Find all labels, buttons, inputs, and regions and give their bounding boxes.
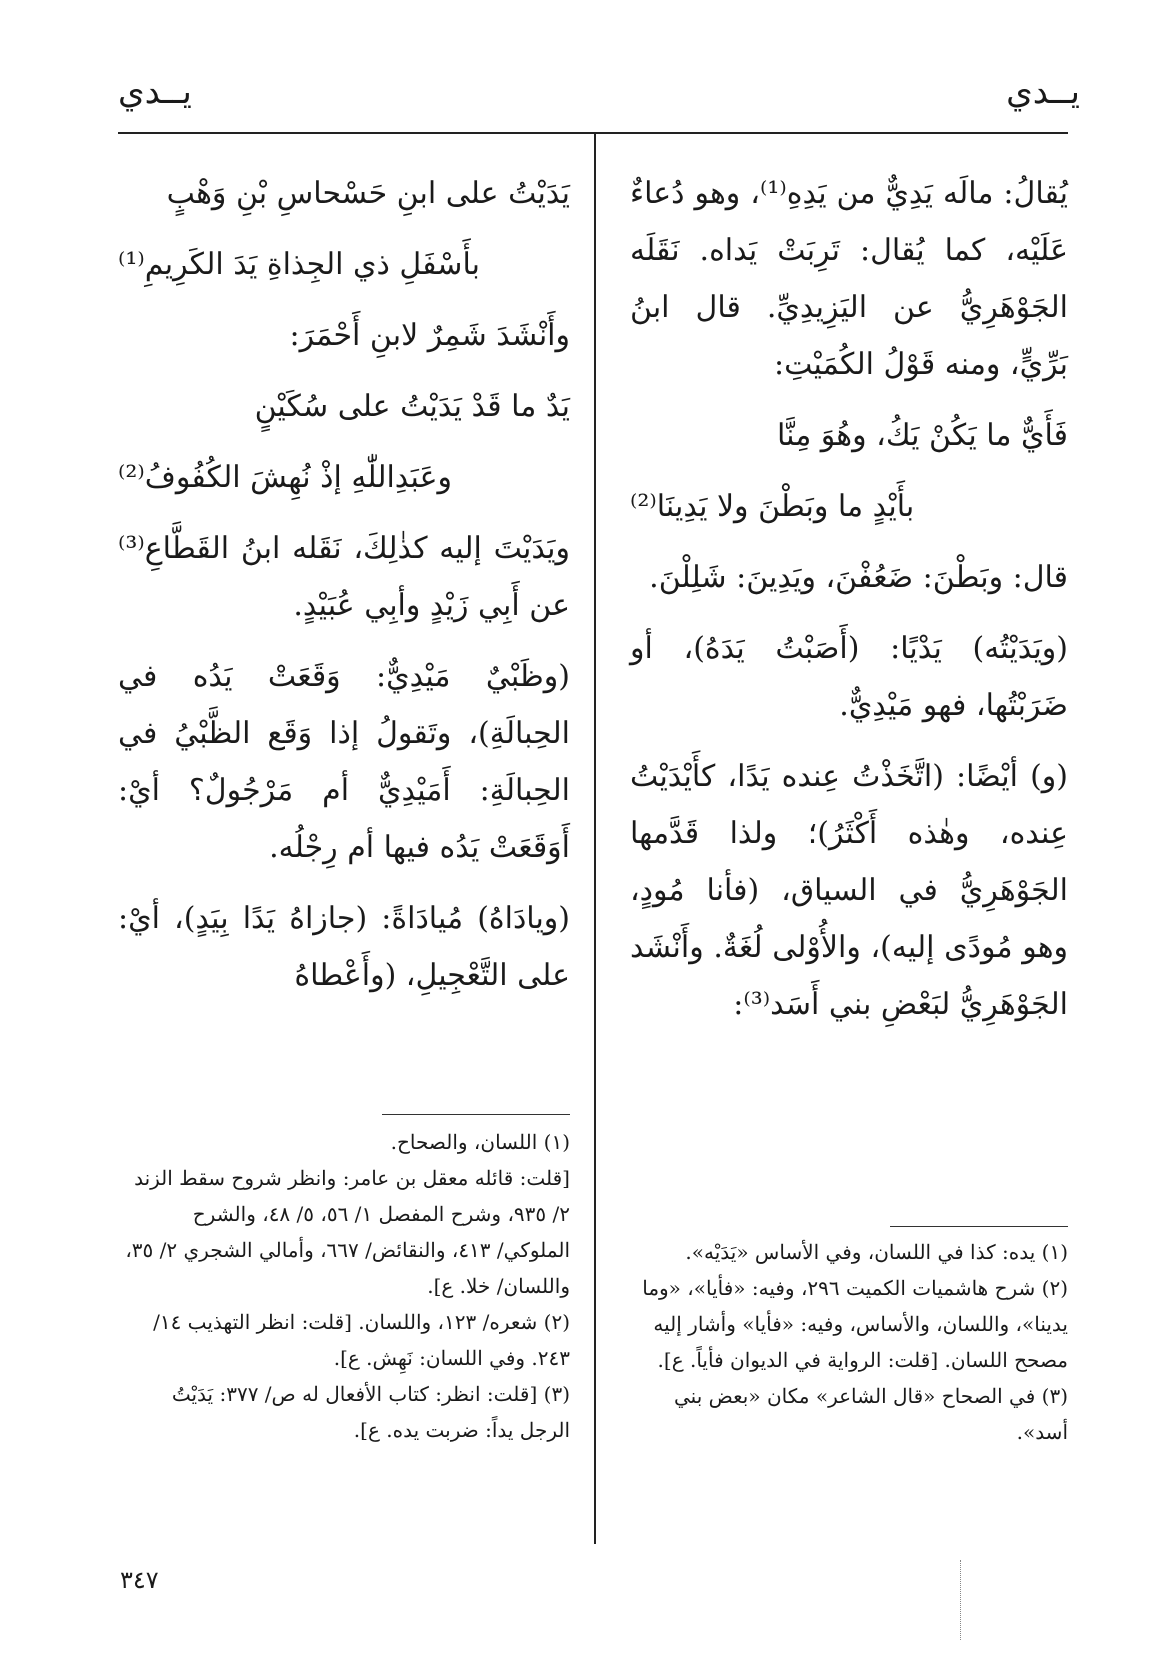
footnote-rule-left	[382, 1114, 570, 1115]
footnote: (٣) [قلت: انظر: كتاب الأفعال له ص/ ٣٧٧: يَدَيْتُ الرجل يداً: ضربت يده. ع].	[171, 1382, 570, 1442]
paragraph: قال: وبَطْنَ: ضَعُفْنَ، ويَدِينَ: شَلِلْنَ.	[649, 560, 1068, 595]
paragraph: (و) أيْضًا: (اتَّخَذْتُ عِنده يَدًا، كأَيْدَيْتُ عِنده، وهٰذه أَكْثَرُ)؛ ولذا قَدَّمها الجَوْهَرِيُّ في السياق، (فأنا مُودٍ، وهو مُودًى إليه)، والأُوْلى لُغَةٌ. وأَنْشَد الجَوْهَرِيُّ لبَعْضِ بني أَسَد⁽³⁾:	[630, 759, 1068, 1022]
footnote: [قلت: قائله معقل بن عامر: وانظر شروح سقط الزند ٢/ ٩٣٥، وشرح المفصل ١/ ٥٦، ٥/ ٤٨، والشرح الملوكي/ ٤١٣، والنقائض/ ٦٦٧، وأمالي الشجري ٢/ ٣٥، واللسان/ خلا. ع].	[125, 1166, 570, 1298]
verse-line: بأَسْفَلِ ذي الجِذاةِ يَدَ الكَرِيمِ⁽¹⁾	[118, 247, 480, 282]
verse-line: يَدٌ ما قَدْ يَدَيْتُ على سُكَيْنٍ	[254, 389, 570, 424]
footnote: (٣) في الصحاح «قال الشاعر» مكان «بعض بني أسد».	[674, 1384, 1068, 1444]
paragraph: وأَنْشَدَ شَمِرٌ لابنِ أَحْمَرَ:	[289, 318, 570, 353]
paragraph: (وظَبْيٌ مَيْدِيٌّ: وَقَعَتْ يَدُه في الحِبالَةِ)، وتَقولُ إذا وَقَع الظَّبْيُ في الحِبالَةِ: أَمَيْدِيٌّ أم مَرْجُولٌ؟ أيْ: أَوَقَعَتْ يَدُه فيها أم رِجْلُه.	[118, 659, 570, 865]
running-header-left: يــدي	[118, 72, 192, 112]
paragraph: ويَدَيْتَ إليه كذٰلِكَ، نَقَله ابنُ القَطَّاعِ⁽³⁾ عن أَبِي زَيْدٍ وأبِي عُبَيْدٍ.	[118, 531, 570, 623]
footnotes-right	[630, 1234, 1068, 1450]
footnote-rule-right	[890, 1226, 1068, 1227]
footnote: (١) يده: كذا في اللسان، وفي الأساس «يَدَيْه».	[685, 1240, 1068, 1264]
gutter-mark	[960, 1560, 962, 1640]
paragraph: يُقالُ: مالَه يَدِيٌّ من يَدِهِ⁽¹⁾، وهو دُعاءٌ عَلَيْه، كما يُقال: تَرِبَتْ يَداه. نَقَلَه الجَوْهَرِيُّ عن اليَزِيدِيِّ. قال ابنُ بَرِّيٍّ، ومنه قَوْلُ الكُمَيْتِ:	[630, 176, 1068, 382]
verse-line: وعَبَدِاللّٰهِ إذْ نُهِشَ الكُفُوفُ⁽²⁾	[118, 460, 452, 495]
verse-line: فَأَيٌّ ما يَكُنْ يَكُ، وهُوَ مِنَّا	[777, 418, 1068, 453]
header-rule	[118, 132, 1068, 134]
footnote: (٢) شعره/ ١٢٣، واللسان. [قلت: انظر التهذيب ١٤/ ٢٤٣. وفي اللسان: نَهِش. ع].	[153, 1310, 570, 1370]
footnotes-left	[118, 1124, 570, 1448]
paragraph: (ويادَاهُ) مُيادَاةً: (جازاهُ يَدًا بِيَدٍ)، أيْ: على التَّعْجِيلِ، (وأَعْطاهُ	[118, 901, 570, 993]
footnote: (٢) شرح هاشميات الكميت ٢٩٦، وفيه: «فأيا»، «وما يدينا»، واللسان، والأساس، وفيه: «فأيا» وأشار إليه مصحح اللسان. [قلت: الرواية في الديوان فأياً. ع].	[642, 1276, 1068, 1372]
right-column	[630, 165, 1068, 1047]
footnote: (١) اللسان، والصحاح.	[390, 1130, 570, 1154]
running-header-right: يــدي	[1006, 72, 1080, 112]
column-divider	[594, 134, 596, 1544]
page-number: ٣٤٧	[120, 1566, 159, 1594]
paragraph: (ويَدَيْتُه) يَدْيًا: (أَصَبْتُ يَدَهُ)، أو ضَرَبْتُها، فهو مَيْدِيٌّ.	[630, 631, 1068, 723]
verse-line: يَدَيْتُ على ابنِ حَسْحاسِ بْنِ وَهْبٍ	[166, 176, 570, 211]
left-column	[118, 165, 570, 1018]
verse-line: بأَيْدٍ ما وبَطْنَ ولا يَدِينَا⁽²⁾	[630, 489, 915, 524]
